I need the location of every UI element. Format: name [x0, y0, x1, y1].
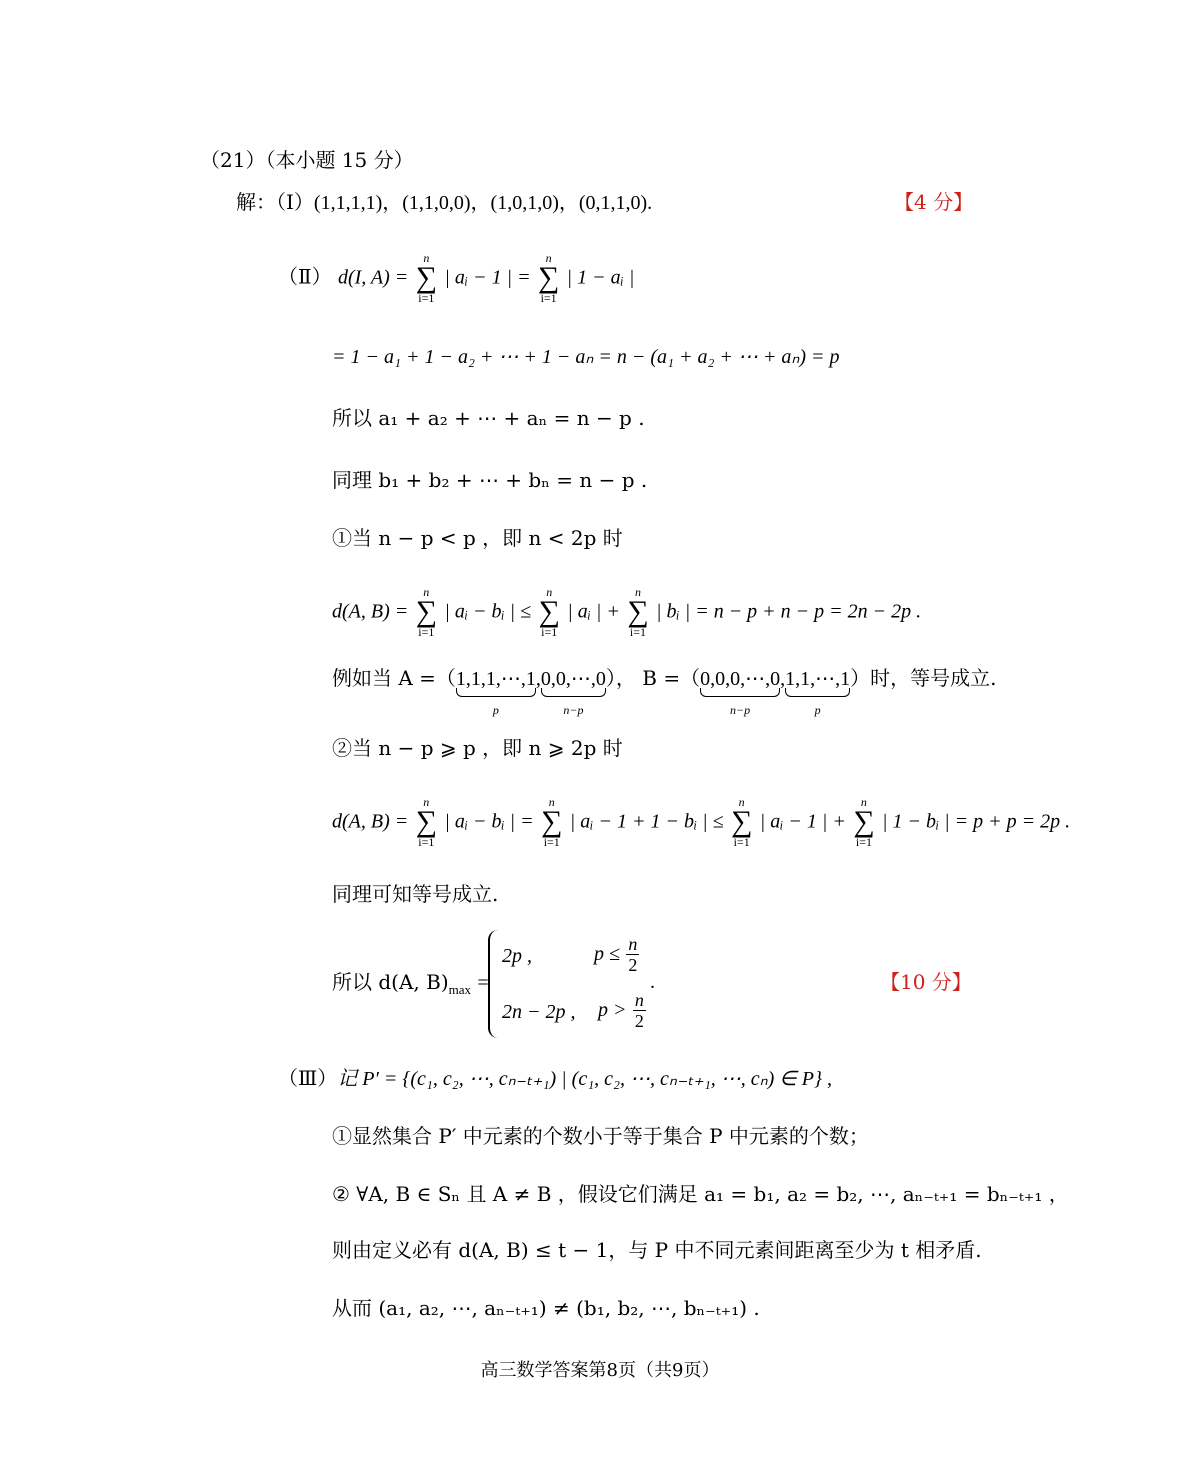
sum-top: n	[423, 795, 430, 809]
underbrace-a1	[455, 666, 536, 717]
sum-top: n	[423, 251, 430, 265]
underbrace-a2	[540, 666, 606, 717]
underbrace-label: p	[814, 703, 821, 717]
piece1-value: 2p ,	[502, 945, 532, 967]
sum-top: n	[860, 795, 867, 809]
eq3-term1: | aᵢ − bᵢ | ≤	[444, 600, 532, 623]
sum-symbol: n ∑ i=1	[537, 251, 560, 305]
part2-eq2: = 1 − a₁ + 1 − a₂ + ⋯ + 1 − aₙ = n − (a₁ + a₂ + ⋯ + aₙ) = p	[332, 346, 840, 368]
part2-case1: ①当 n − p < p ，即 n < 2p 时	[332, 526, 623, 550]
part3-label: （Ⅲ）	[278, 1066, 338, 1090]
underbrace-label: n−p	[563, 703, 584, 717]
piece2-value: 2n − 2p ,	[502, 1001, 576, 1023]
eq3-lhs: d(A, B) =	[332, 600, 409, 623]
part3-l3: 则由定义必有 d(A, B) ≤ t − 1，与 P 中不同元素间距离至少为 t 相矛盾.	[332, 1238, 982, 1262]
page-footer: 高三数学答案第8页（共9页）	[480, 1360, 720, 1381]
part2-eq4	[332, 796, 1070, 848]
example-b2: 1,1,⋯,1	[785, 668, 851, 690]
sum-bot: i=1	[418, 835, 435, 849]
max-sub: max	[448, 982, 472, 997]
example-mid: ）， B =（	[605, 666, 701, 690]
underbrace-label: n−p	[730, 703, 751, 717]
sum-top: n	[738, 795, 745, 809]
example-pre: 例如当 A =（	[332, 666, 456, 690]
max-eq: =	[477, 972, 489, 994]
max-pre: 所以 d(A, B)	[332, 970, 449, 994]
part1-answer: (1,1,1,1)，(1,1,0,0)，(1,0,1,0)，(0,1,1,0).	[313, 192, 653, 214]
eq3-term3: | bᵢ | = n − p + n − p = 2n − 2p .	[656, 600, 922, 623]
eq1-lhs: d(I, A) =	[337, 266, 409, 289]
eq4-lhs: d(A, B) =	[332, 810, 409, 833]
part2-same1: 同理 b₁ + b₂ + ⋯ + bₙ = n − p .	[332, 468, 648, 492]
max-lhs	[332, 970, 489, 1002]
frac-den: 2	[634, 1011, 644, 1031]
fraction-n-2	[633, 990, 646, 1031]
example-post: ）时，等号成立.	[850, 666, 997, 690]
eq1-term2: | 1 − aᵢ |	[566, 266, 635, 289]
sum-symbol: n ∑ i=1	[853, 795, 875, 849]
part3-l4: 从而 (a₁, a₂, ⋯, aₙ₋ₜ₊₁) ≠ (b₁, b₂, ⋯, bₙ₋ₜ₊₁) .	[332, 1296, 760, 1320]
sum-bot: i=1	[855, 835, 872, 849]
frac-num: n	[628, 934, 638, 954]
example-line: 例如当 A =（1,1,1,⋯,1 p ,0,0,⋯,0 n−p ）， B =（0,0,0,⋯,0 n−p ,1,1,⋯,1 p ）时，等号成立.	[332, 666, 996, 691]
eq1-term1: | aᵢ − 1 | =	[444, 266, 531, 289]
eq4-term1: | aᵢ − bᵢ | =	[444, 810, 534, 833]
frac-num: n	[634, 990, 644, 1010]
part2-same2: 同理可知等号成立.	[332, 882, 499, 906]
sum-bot: i=1	[543, 835, 560, 849]
example-a2: 0,0,⋯,0	[540, 668, 606, 690]
sum-symbol: n ∑ i=1	[730, 795, 753, 849]
piece2-cond	[598, 990, 646, 1031]
part2-eq1	[278, 252, 634, 304]
part2-case2: ②当 n − p ⩾ p ，即 n ⩾ 2p 时	[332, 736, 623, 760]
underbrace-label: p	[492, 703, 499, 717]
score-10: 【10 分】	[880, 970, 972, 994]
sum-top: n	[423, 585, 430, 599]
max-end: .	[650, 971, 655, 993]
example-a1: 1,1,1,⋯,1	[455, 668, 536, 690]
part3-l1: ①显然集合 P′ 中元素的个数小于等于集合 P 中元素的个数；	[332, 1124, 869, 1148]
part3-def-line	[278, 1066, 832, 1091]
sum-top: n	[634, 585, 641, 599]
eq4-term3: | aᵢ − 1 | +	[759, 810, 846, 833]
sum-top: n	[546, 585, 553, 599]
piece2-cond-text: p >	[598, 999, 627, 1021]
sum-symbol: n ∑ i=1	[415, 585, 437, 639]
sum-bot: i=1	[733, 835, 750, 849]
problem-header: （21）（本小题 15 分）	[200, 148, 414, 172]
sum-symbol: n ∑ i=1	[538, 585, 560, 639]
eq4-term2: | aᵢ − 1 + 1 − bᵢ | ≤	[569, 810, 724, 833]
part2-label: （Ⅱ）	[278, 264, 332, 289]
sum-top: n	[545, 251, 552, 265]
part1-label: 解：（Ⅰ）	[236, 190, 314, 214]
piecewise-brace	[488, 930, 500, 1038]
sum-symbol: n ∑ i=1	[541, 795, 563, 849]
sum-bot: i=1	[418, 625, 435, 639]
score-4: 【4 分】	[894, 190, 974, 214]
sum-bot: i=1	[540, 291, 557, 305]
sum-symbol: n ∑ i=1	[415, 251, 438, 305]
fraction-n-2	[626, 934, 639, 975]
part2-so1: 所以 a₁ + a₂ + ⋯ + aₙ = n − p .	[332, 406, 645, 430]
sum-bot: i=1	[541, 625, 558, 639]
part3-def: 记 P′ = {(c₁, c₂, ⋯, cₙ₋ₜ₊₁) | (c₁, c₂, ⋯, cₙ₋ₜ₊₁, ⋯, cₙ) ∈ P} ,	[337, 1068, 832, 1090]
part2-eq3	[332, 586, 921, 638]
sum-bot: i=1	[418, 291, 435, 305]
part1-line	[236, 190, 652, 215]
sum-bot: i=1	[629, 625, 647, 639]
part3-l2: ② ∀A, B ∈ Sₙ 且 A ≠ B ，假设它们满足 a₁ = b₁, a₂ = b₂, ⋯, aₙ₋ₜ₊₁ = bₙ₋ₜ₊₁ ，	[332, 1182, 1069, 1206]
sum-symbol: n ∑ i=1	[415, 795, 437, 849]
underbrace-b2	[785, 666, 851, 717]
sum-top: n	[548, 795, 555, 809]
example-b1: 0,0,0,⋯,0	[700, 668, 781, 690]
piece1-cond-text: p ≤	[594, 943, 620, 965]
eq4-term4: | 1 − bᵢ | = p + p = 2p .	[881, 810, 1071, 833]
frac-den: 2	[628, 955, 638, 975]
piece1-cond	[594, 934, 639, 975]
underbrace-b1	[700, 666, 781, 717]
sum-symbol: n ∑ i=1	[627, 585, 649, 639]
eq3-term2: | aᵢ | +	[567, 600, 620, 623]
